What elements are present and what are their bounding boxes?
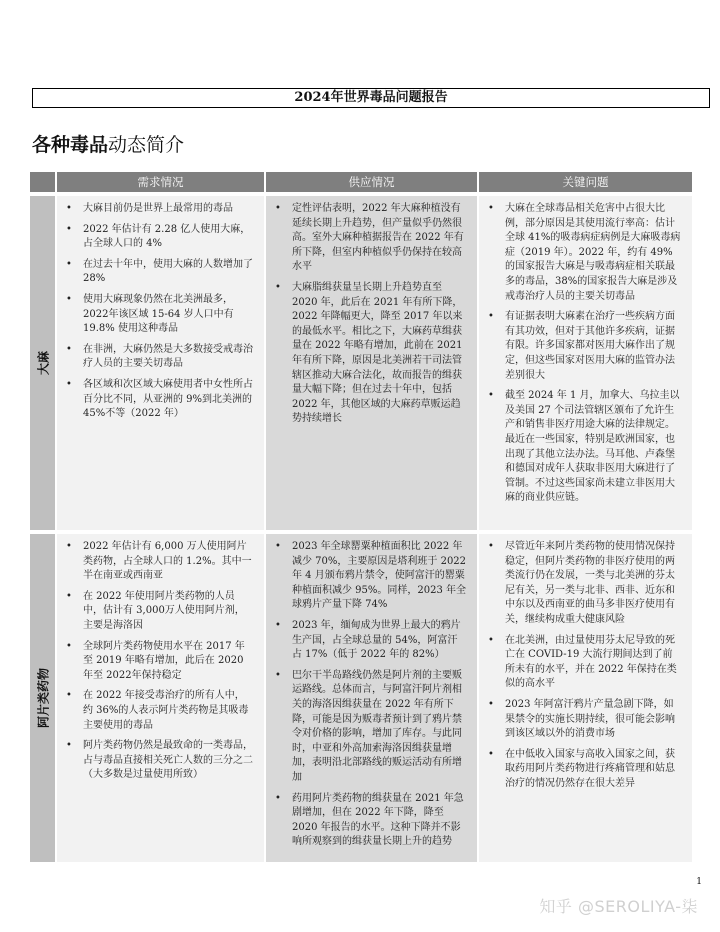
list-item: • 在 2022 年接受毒治疗的所有人中，约 36%的人表示阿片类药物是其吸毒主要使用的毒品 (83, 689, 254, 733)
section-title-bold: 各种毒品 (32, 134, 109, 156)
list-item: • 在 2022 年使用阿片类药物的人员中，估计有 3,000万人使用阿片剂，主要是海洛因 (83, 590, 254, 634)
demand-cell (56, 532, 265, 862)
supply-cell (265, 194, 478, 532)
row-label-cannabis (30, 194, 56, 532)
table-row (30, 194, 692, 532)
list-item: • 大麻在全球毒品相关危害中占很大比例，部分原因是其使用流行率高：估计全球 41%的吸毒病症病例是大麻吸毒病症（2019 年）。2022 年，约有 49% 的国家报告大麻是与吸毒病症相关联最多的毒品，38%的国家报告大麻是涉及戒毒治疗人员的主要关切毒品 (505, 202, 682, 304)
header-label-cell (30, 172, 56, 194)
row-label-text: 阿片类药物 (36, 667, 50, 729)
list-item: • 全球阿片类药物使用水平在 2017 年至 2019 年略有增加，此后在 2020 年至 2022年保持稳定 (83, 640, 254, 684)
list-item: • 2023 年，缅甸成为世界上最大的鸦片生产国，占全球总量的 54%，阿富汗占 17%（低于 2022 年的 82%） (292, 619, 467, 663)
issues-cell (478, 532, 692, 862)
header-key-issues: 关键问题 (478, 172, 692, 194)
header-demand: 需求情况 (56, 172, 265, 194)
table-row (30, 532, 692, 862)
list-item: • 2023 年全球罂粟种植面积比 2022 年减少 70%，主要原因是塔利班于 2022 年 4 月颁布鸦片禁令，使阿富汗的罂粟种植面积减少 95%。同样，2023 年全球鸦片产量下降 74% (292, 540, 467, 613)
section-title-light: 动态简介 (108, 134, 185, 156)
list-item: • 在过去十年中，使用大麻的人数增加了 28% (83, 258, 254, 287)
section-title (32, 130, 184, 157)
demand-cell (56, 194, 265, 532)
issues-cell (478, 194, 692, 532)
header-supply: 供应情况 (265, 172, 478, 194)
list-item: • 大麻目前仍是世界上最常用的毒品 (83, 202, 254, 217)
list-item: • 药用阿片类药物的缉获量在 2021 年急剧增加，但在 2022 年下降，降至 2020 年报告的水平。这种下降并不影响所观察到的缉获量长期上升的趋势 (292, 792, 467, 850)
supply-cell (265, 532, 478, 862)
list-item: • 截至 2024 年 1 月，加拿大、乌拉圭以及美国 27 个司法管辖区颁布了允许生产和销售非医疗用途大麻的法律规定。最近在一些国家，特别是欧洲国家，也出现了其他立法办法。马耳他、卢森堡和德国对成年人获取非医用大麻进行了管制。不过这些国家尚未建立非医用大麻的商业供应链。 (505, 389, 682, 506)
list-item: • 2022 年估计有 6,000 万人使用阿片类药物，占全球人口的 1.2%。其中一半在南亚或西南亚 (83, 540, 254, 584)
row-label-text: 大麻 (36, 350, 50, 376)
list-item: • 使用大麻现象仍然在北美洲最多，2022年该区域 15-64 岁人口中有 19.8% 使用这种毒品 (83, 293, 254, 337)
drug-overview-table (30, 172, 692, 862)
list-item: • 有证据表明大麻素在治疗一些疾病方面有其功效，但对于其他许多疾病，证据有限。许多国家都对医用大麻作出了规定，但这些国家对医用大麻的监管办法差别很大 (505, 310, 682, 383)
list-item: • 巴尔干半岛路线仍然是阿片剂的主要贩运路线。总体而言，与阿富汗阿片剂相关的海洛因缉获量在 2022 年有所下降，可能是因为贩毒者预计到了鸦片禁令对价格的影响，增加了库存。与此同时，中亚和外高加索海洛因缉获量增加，表明沿北部路线的贩运活动有所增加 (292, 669, 467, 786)
list-item: • 各区域和次区域大麻使用者中女性所占百分比不同，从亚洲的 9%到北美洲的 45%不等（2022 年） (83, 378, 254, 422)
list-item: • 在中低收入国家与高收入国家之间，获取药用阿片类药物进行疼痛管理和姑息治疗的情况仍然存在很大差异 (505, 748, 682, 792)
list-item: • 在非洲，大麻仍然是大多数接受戒毒治疗人员的主要关切毒品 (83, 343, 254, 372)
watermark: 知乎 @SEROLIYA-柒 (539, 897, 698, 916)
page-number: 1 (696, 877, 702, 887)
list-item: • 2022 年估计有 2.28 亿人使用大麻，占全球人口的 4% (83, 223, 254, 252)
list-item: • 定性评估表明，2022 年大麻种植没有延续长期上升趋势，但产量似乎仍然很高。室外大麻种植据报告在 2022 年有所下降，但室内种植似乎仍保持在较高水平 (292, 202, 467, 275)
list-item: • 尽管近年来阿片类药物的使用情况保持稳定，但阿片类药物的非医疗使用的两类流行仍在发展，一类与北美洲的芬太尼有关，另一类与北非、西非、近东和中东以及西南亚的曲马多非医疗使用有关，继续构成重大健康风险 (505, 540, 682, 628)
list-item: • 在北美洲，由过量使用芬太尼导致的死亡在 COVID-19 大流行期间达到了前所未有的水平，并在 2022 年保持在类似的高水平 (505, 634, 682, 692)
list-item: • 大麻脂缉获量呈长期上升趋势直至 2020 年，此后在 2021 年有所下降，2022 年降幅更大，降至 2017 年以来的最低水平。相比之下，大麻药草缉获量在 2022 年略有增加，此前在 2021 年有所下降，原因是北美洲若干司法管辖区推动大麻合法化，故而报告的缉获量大幅下降；但在过去十年中，包括 2022 年，其他区域的大麻药草贩运趋势持续增长 (292, 281, 467, 427)
table-header-row (30, 172, 692, 194)
list-item: • 阿片类药物仍然是最致命的一类毒品，占与毒品直接相关死亡人数的三分之二（大多数是过量使用所致） (83, 739, 254, 783)
document-title: 2024年世界毒品问题报告 (32, 88, 710, 108)
row-label-opioids (30, 532, 56, 862)
list-item: • 2023 年阿富汗鸦片产量急剧下降，如果禁令的实施长期持续，很可能会影响到该区域以外的消费市场 (505, 698, 682, 742)
